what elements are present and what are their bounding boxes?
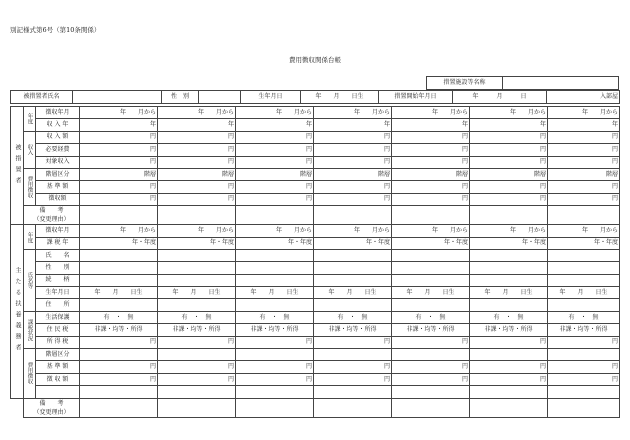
entry-cell[interactable]: 円: [548, 336, 620, 348]
entry-cell[interactable]: [80, 262, 158, 274]
entry-cell[interactable]: 年・年度: [236, 237, 314, 249]
entry-cell[interactable]: 円: [236, 373, 314, 385]
entry-cell[interactable]: 円: [470, 336, 548, 348]
table-row: [11, 181, 620, 193]
start-date-field[interactable]: 年 月 日: [453, 91, 547, 104]
table-row: [11, 361, 620, 373]
entry-cell[interactable]: 非課・均等・所得: [470, 324, 548, 336]
entry-cell[interactable]: [392, 349, 470, 361]
entry-cell[interactable]: 年 月から: [236, 107, 314, 119]
entry-cell[interactable]: 年 月から: [80, 225, 158, 237]
entry-cell[interactable]: 円: [80, 181, 158, 193]
remarks-cell[interactable]: [80, 398, 158, 417]
entry-cell[interactable]: 年 月から: [314, 107, 392, 119]
entry-cell[interactable]: [392, 386, 470, 398]
entry-cell[interactable]: 円: [548, 156, 620, 168]
entry-cell[interactable]: 円: [80, 193, 158, 205]
entry-cell[interactable]: [158, 386, 236, 398]
entry-cell[interactable]: [392, 262, 470, 274]
entry-cell[interactable]: 円: [470, 373, 548, 385]
table-row: [11, 225, 620, 237]
row-label-income_amt: 収 入 額: [36, 131, 80, 143]
entry-cell[interactable]: 円: [314, 336, 392, 348]
row-label-taxyear: 課 税 年: [36, 237, 80, 249]
entry-cell[interactable]: 年 月から: [236, 225, 314, 237]
entry-cell[interactable]: 年 月 日生: [470, 287, 548, 299]
entry-cell[interactable]: 円: [236, 361, 314, 373]
recipient-header-table: [10, 90, 620, 104]
row-label-birth: 生年月日: [36, 287, 80, 299]
entry-cell[interactable]: 円: [392, 336, 470, 348]
entry-cell[interactable]: 年・年度: [158, 237, 236, 249]
table-row: [11, 311, 620, 323]
entry-cell[interactable]: 円: [470, 156, 548, 168]
entry-cell[interactable]: 円: [158, 144, 236, 156]
entry-cell[interactable]: 有 ・ 無: [236, 311, 314, 323]
entry-cell[interactable]: [80, 274, 158, 286]
table-row: [11, 386, 620, 398]
recipient-name-field[interactable]: [73, 91, 162, 104]
table-row: [11, 119, 620, 131]
entry-cell[interactable]: 非課・均等・所得: [158, 324, 236, 336]
entry-cell[interactable]: 有 ・ 無: [392, 311, 470, 323]
entry-cell[interactable]: 年: [392, 119, 470, 131]
entry-cell[interactable]: 円: [392, 373, 470, 385]
entry-cell[interactable]: 円: [470, 131, 548, 143]
entry-cell[interactable]: 階層: [470, 168, 548, 180]
entry-cell[interactable]: [392, 299, 470, 311]
entry-cell[interactable]: 年 月から: [158, 107, 236, 119]
entry-cell[interactable]: 円: [314, 144, 392, 156]
entry-cell[interactable]: 有 ・ 無: [80, 311, 158, 323]
entry-cell[interactable]: 年 月 日生: [80, 287, 158, 299]
entry-cell[interactable]: 年・年度: [392, 237, 470, 249]
entry-cell[interactable]: 年・年度: [548, 237, 620, 249]
remarks-cell[interactable]: [392, 398, 470, 417]
entry-cell[interactable]: 円: [470, 144, 548, 156]
entry-cell[interactable]: [314, 386, 392, 398]
row-label-expense: 必要経費: [36, 144, 80, 156]
entry-cell[interactable]: [236, 299, 314, 311]
entry-cell[interactable]: 年 月から: [392, 225, 470, 237]
row-label-welfare: 生活保護: [36, 311, 80, 323]
entry-cell[interactable]: [158, 349, 236, 361]
group-label-year: 年度: [24, 107, 36, 132]
entry-cell[interactable]: [548, 274, 620, 286]
remarks-cell[interactable]: [470, 398, 548, 417]
entry-cell[interactable]: [314, 274, 392, 286]
entry-cell[interactable]: 階層: [548, 168, 620, 180]
entry-cell[interactable]: 有 ・ 無: [470, 311, 548, 323]
recipient-name-label: 被措置者氏名: [11, 91, 73, 104]
entry-cell[interactable]: [236, 249, 314, 261]
row-label-class: 階層区分: [36, 168, 80, 180]
row-label-incometax: 所 得 税: [36, 336, 80, 348]
entry-cell[interactable]: 年・年度: [80, 237, 158, 249]
table-row: [11, 274, 620, 286]
entry-cell[interactable]: 円: [236, 181, 314, 193]
facility-label: 措置施設等名称: [427, 77, 503, 90]
entry-cell[interactable]: [158, 262, 236, 274]
entry-cell[interactable]: [548, 249, 620, 261]
entry-cell[interactable]: 円: [470, 361, 548, 373]
entry-cell[interactable]: [548, 262, 620, 274]
row-label-collect: 徴 収 額: [36, 373, 80, 385]
row-label-base: 基 準 額: [36, 361, 80, 373]
table-row: [11, 107, 620, 119]
entry-cell[interactable]: [392, 249, 470, 261]
entry-cell[interactable]: 階層: [158, 168, 236, 180]
entry-cell[interactable]: 円: [80, 131, 158, 143]
entry-cell[interactable]: 円: [314, 131, 392, 143]
entry-cell[interactable]: 非課・均等・所得: [236, 324, 314, 336]
table-row: [11, 287, 620, 299]
entry-cell[interactable]: [80, 349, 158, 361]
entry-cell[interactable]: 円: [158, 373, 236, 385]
entry-cell[interactable]: [470, 249, 548, 261]
entry-cell[interactable]: 年 月 日生: [548, 287, 620, 299]
group-label-income: 収入: [24, 131, 36, 168]
entry-cell[interactable]: 円: [236, 193, 314, 205]
entry-cell[interactable]: 円: [236, 336, 314, 348]
row-label-name: 氏 名: [36, 249, 80, 261]
entry-field[interactable]: 入部屋: [547, 91, 620, 104]
entry-cell[interactable]: 非課・均等・所得: [392, 324, 470, 336]
entry-cell[interactable]: 円: [314, 373, 392, 385]
entry-cell[interactable]: 年 月 日生: [392, 287, 470, 299]
table-row: [11, 262, 620, 274]
entry-cell[interactable]: 円: [548, 181, 620, 193]
row-label-addr: 住 所: [36, 299, 80, 311]
birth-field[interactable]: 年 月 日生: [301, 91, 379, 104]
entry-cell[interactable]: 円: [80, 373, 158, 385]
row-label-class: 階層区分: [36, 349, 80, 361]
entry-cell[interactable]: 円: [314, 193, 392, 205]
entry-cell[interactable]: 円: [392, 144, 470, 156]
birth-label: 生年月日: [241, 91, 301, 104]
entry-cell[interactable]: 円: [314, 361, 392, 373]
entry-cell[interactable]: 円: [80, 144, 158, 156]
entry-cell[interactable]: 円: [80, 336, 158, 348]
entry-cell[interactable]: 円: [392, 193, 470, 205]
entry-cell[interactable]: 円: [158, 336, 236, 348]
entry-cell[interactable]: 円: [548, 131, 620, 143]
remarks-cell[interactable]: [470, 206, 548, 225]
start-date-label: 措置開始年月日: [379, 91, 453, 104]
remarks-label: 備 考 （変更理由）: [24, 398, 80, 417]
facility-name-field[interactable]: [503, 77, 619, 90]
remarks-cell[interactable]: [158, 206, 236, 225]
entry-cell[interactable]: [548, 386, 620, 398]
entry-cell[interactable]: 円: [392, 156, 470, 168]
remarks-cell[interactable]: [236, 398, 314, 417]
entry-cell[interactable]: 年 月から: [470, 225, 548, 237]
row-label-month: 徴収年月: [36, 225, 80, 237]
remarks-cell[interactable]: [392, 206, 470, 225]
entry-cell[interactable]: [470, 299, 548, 311]
entry-cell[interactable]: [548, 299, 620, 311]
entry-cell[interactable]: 階層: [236, 168, 314, 180]
remarks-cell[interactable]: [548, 398, 620, 417]
entry-cell[interactable]: 年・年度: [470, 237, 548, 249]
table-row: [11, 349, 620, 361]
group-label-status: 課税状況: [24, 311, 36, 348]
table-row: [11, 144, 620, 156]
entry-cell[interactable]: 年 月から: [80, 107, 158, 119]
entry-cell[interactable]: 円: [314, 181, 392, 193]
entry-cell[interactable]: 有 ・ 無: [548, 311, 620, 323]
remarks-cell[interactable]: [80, 206, 158, 225]
entry-cell[interactable]: 非課・均等・所得: [80, 324, 158, 336]
entry-cell[interactable]: 年: [470, 119, 548, 131]
entry-cell[interactable]: 有 ・ 無: [314, 311, 392, 323]
entry-cell[interactable]: 円: [548, 193, 620, 205]
entry-cell[interactable]: [314, 249, 392, 261]
row-label-blank: [36, 386, 80, 398]
entry-cell[interactable]: [236, 262, 314, 274]
entry-cell[interactable]: [392, 274, 470, 286]
entry-cell[interactable]: 年: [548, 119, 620, 131]
group-label-cost: 費用徴収: [24, 349, 36, 399]
entry-cell[interactable]: [548, 349, 620, 361]
entry-cell[interactable]: 年 月から: [548, 107, 620, 119]
entry-cell[interactable]: 階層: [314, 168, 392, 180]
row-label-base: 基 準 額: [36, 181, 80, 193]
entry-cell[interactable]: 円: [548, 373, 620, 385]
row-label-month: 徴収年月: [36, 107, 80, 119]
row-label-sex: 性 別: [36, 262, 80, 274]
table-row: [11, 324, 620, 336]
entry-cell[interactable]: 円: [158, 181, 236, 193]
entry-cell[interactable]: 円: [236, 156, 314, 168]
entry-cell[interactable]: [470, 386, 548, 398]
sex-label: 性 別: [162, 91, 199, 104]
entry-cell[interactable]: 有 ・ 無: [158, 311, 236, 323]
entry-cell[interactable]: 円: [80, 361, 158, 373]
entry-cell[interactable]: 年 月から: [470, 107, 548, 119]
table-row: [11, 237, 620, 249]
entry-cell[interactable]: [80, 249, 158, 261]
table-row: [11, 336, 620, 348]
facility-table: [426, 76, 619, 90]
row-label-rel: 続 柄: [36, 274, 80, 286]
entry-cell[interactable]: 階層: [392, 168, 470, 180]
entry-cell[interactable]: 円: [470, 193, 548, 205]
entry-cell[interactable]: 円: [236, 131, 314, 143]
entry-cell[interactable]: 円: [314, 156, 392, 168]
row-label-resident: 住 民 税: [36, 324, 80, 336]
table-row: [11, 193, 620, 205]
ledger-table: [10, 106, 620, 418]
entry-cell[interactable]: [158, 249, 236, 261]
entry-cell[interactable]: 円: [548, 361, 620, 373]
entry-cell[interactable]: [470, 262, 548, 274]
entry-cell[interactable]: 年 月から: [158, 225, 236, 237]
entry-cell[interactable]: 年 月 日生: [314, 287, 392, 299]
table-row: [11, 249, 620, 261]
entry-cell[interactable]: 年 月 日生: [236, 287, 314, 299]
entry-cell[interactable]: 円: [158, 193, 236, 205]
entry-cell[interactable]: [470, 274, 548, 286]
group-label-name: 氏名等: [24, 249, 36, 311]
group-label-year: 年度: [24, 225, 36, 250]
table-row: [11, 156, 620, 168]
remarks-label: 備 考 （変更理由）: [24, 206, 80, 225]
entry-cell[interactable]: 円: [236, 144, 314, 156]
entry-cell[interactable]: 年・年度: [314, 237, 392, 249]
entry-cell[interactable]: 円: [392, 361, 470, 373]
row-label-collect: 徴収額: [36, 193, 80, 205]
page-title: 費用徴収関係台帳: [289, 56, 341, 64]
guardian-side-label: 主たる扶養義務者: [11, 225, 24, 398]
entry-cell[interactable]: 円: [158, 156, 236, 168]
entry-cell[interactable]: [314, 262, 392, 274]
remarks-cell[interactable]: [314, 206, 392, 225]
entry-cell[interactable]: [236, 349, 314, 361]
entry-cell[interactable]: 年 月から: [392, 107, 470, 119]
entry-cell[interactable]: 円: [548, 144, 620, 156]
group-label-cost: 費用徴収: [24, 168, 36, 205]
entry-cell[interactable]: [236, 274, 314, 286]
remarks-cell[interactable]: [158, 398, 236, 417]
entry-cell[interactable]: 年: [80, 119, 158, 131]
entry-cell[interactable]: 非課・均等・所得: [314, 324, 392, 336]
recipient-side-label: 被措置者: [11, 107, 24, 225]
table-row: [11, 299, 620, 311]
entry-cell[interactable]: [470, 349, 548, 361]
entry-cell[interactable]: 階層: [80, 168, 158, 180]
table-row: [11, 168, 620, 180]
entry-cell[interactable]: 年: [314, 119, 392, 131]
entry-cell[interactable]: 年: [158, 119, 236, 131]
entry-cell[interactable]: [158, 274, 236, 286]
entry-cell[interactable]: [314, 349, 392, 361]
remarks-cell[interactable]: [548, 206, 620, 225]
row-label-target: 対象収入: [36, 156, 80, 168]
entry-cell[interactable]: 円: [392, 181, 470, 193]
entry-cell[interactable]: 円: [80, 156, 158, 168]
remarks-cell[interactable]: [314, 398, 392, 417]
table-row: [11, 131, 620, 143]
entry-cell[interactable]: 円: [392, 131, 470, 143]
entry-cell[interactable]: 円: [158, 131, 236, 143]
remarks-cell[interactable]: [236, 206, 314, 225]
entry-cell[interactable]: 年 月から: [314, 225, 392, 237]
entry-cell[interactable]: [236, 386, 314, 398]
entry-cell[interactable]: 円: [470, 181, 548, 193]
entry-cell[interactable]: 非課・均等・所得: [548, 324, 620, 336]
entry-cell[interactable]: 円: [158, 361, 236, 373]
entry-cell[interactable]: [314, 299, 392, 311]
entry-cell[interactable]: [158, 299, 236, 311]
row-label-income: 収 入 年: [36, 119, 80, 131]
entry-cell[interactable]: [80, 386, 158, 398]
entry-cell[interactable]: 年 月から: [548, 225, 620, 237]
sex-field[interactable]: [199, 91, 241, 104]
entry-cell[interactable]: 年 月 日生: [158, 287, 236, 299]
form-number: 別記様式第6号（第10条関係）: [10, 26, 101, 34]
entry-cell[interactable]: 年: [236, 119, 314, 131]
entry-cell[interactable]: [80, 299, 158, 311]
table-row: [11, 373, 620, 385]
